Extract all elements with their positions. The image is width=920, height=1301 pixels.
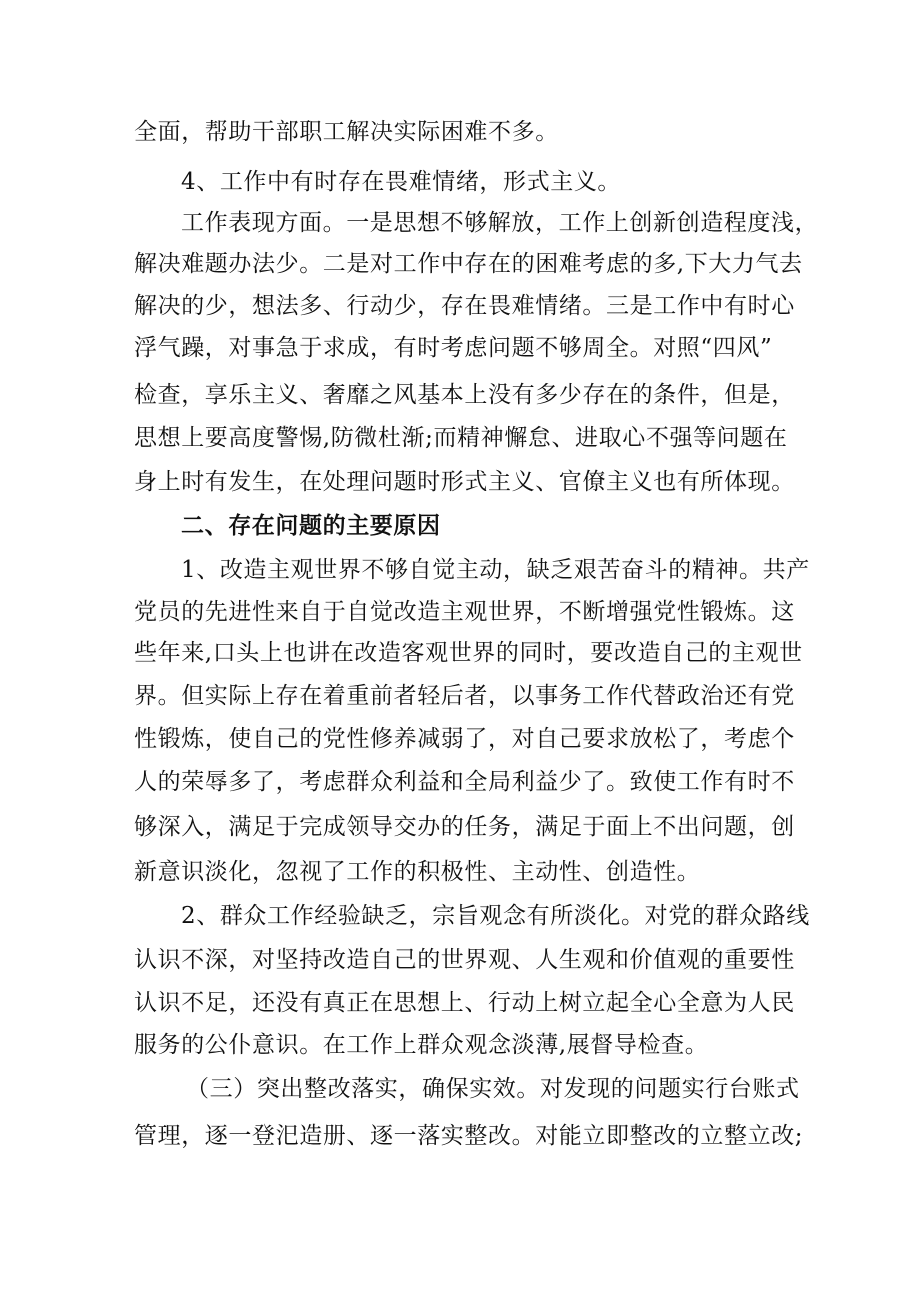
line-text: 些年来,口头上也讲在改造客观世界的同时，要改造自己的主观世 [134, 640, 803, 666]
text-line [0, 459, 920, 505]
line-text: （三）突出整改落实，确保实效。对发现的问题实行台账式 [186, 1076, 800, 1102]
line-text: 新意识淡化，忽视了工作的积极性、主动性、创造性。 [134, 859, 701, 885]
text-line [0, 325, 920, 371]
line-text: 解决的少，想法多、行动少，存在畏难情绪。三是工作中有时心 [134, 293, 795, 319]
line-text: 身上时有发生，在处理问题时形式主义、官僚主义也有所体现。 [134, 469, 795, 495]
line-text: 党员的先进性来自于自觉改造主观世界，不断增强党性锻炼。这 [134, 599, 795, 625]
line-text: 认识不深，对坚持改造自己的世界观、人生观和价值观的重要性 [134, 947, 795, 973]
text-line [0, 159, 920, 205]
text-line [0, 716, 920, 762]
line-text: 1、改造主观世界不够自觉主动，缺乏艰苦奋斗的精神。共产 [181, 557, 810, 583]
line-text: 浮气躁，对事急于求成，有时考虑问题不够周全。对照“四风” [134, 335, 773, 361]
line-text: 思想上要高度警惕,防微杜渐;而精神懈怠、进取心不强等问题在 [134, 425, 788, 451]
text-line [0, 937, 920, 983]
text-line [0, 849, 920, 895]
line-text: 解决难题办法少。二是对工作中存在的困难考虑的多,下大力气去 [134, 251, 803, 277]
line-text: 认识不足，还没有真正在思想上、行动上树立起全心全意为人民 [134, 990, 795, 1016]
text-line [0, 415, 920, 461]
line-text: 性锻炼，使自己的党性修养减弱了，对自己要求放松了，考虑个 [134, 726, 795, 752]
line-text: 工作表现方面。一是思想不够解放，工作上创新创造程度浅， [181, 210, 819, 236]
text-line [0, 283, 920, 329]
text-line [0, 630, 920, 676]
text-line [0, 109, 920, 155]
line-text: 4、工作中有时存在畏难情绪，形式主义。 [181, 169, 622, 195]
line-text: 界。但实际上存在着重前者轻后者，以事务工作代替政治还有党 [134, 683, 795, 709]
text-line [0, 241, 920, 287]
text-line [0, 1022, 920, 1068]
line-text: 2、群众工作经验缺乏，宗旨观念有所淡化。对党的群众路线 [181, 903, 810, 929]
line-text: 人的荣辱多了，考虑群众利益和全局利益少了。致使工作有时不 [134, 769, 795, 795]
text-line [0, 980, 920, 1026]
text-line [0, 1113, 920, 1159]
section-heading [0, 503, 920, 549]
text-line [0, 372, 920, 418]
line-text: 管理，逐一登汜造册、逐一落实整改。对能立即整改的立整立改; [134, 1123, 804, 1149]
text-line [0, 547, 920, 593]
line-text: 服务的公仆意识。在工作上群众观念淡薄,展督导检查。 [134, 1032, 709, 1058]
line-text: 够深入，满足于完成领导交办的任务，满足于面上不出问题，创 [134, 814, 795, 840]
text-line [0, 759, 920, 805]
text-line [0, 893, 920, 939]
text-line [0, 200, 920, 246]
text-line [0, 589, 920, 635]
text-line [0, 673, 920, 719]
section-heading-text: 二、存在问题的主要原因 [181, 512, 441, 539]
line-text: 检查，享乐主义、奢靡之风基本上没有多少存在的条件，但是， [134, 382, 795, 408]
text-line [0, 1066, 920, 1112]
text-line [0, 804, 920, 850]
line-text: 全面，帮助干部职工解决实际困难不多。 [134, 119, 559, 145]
